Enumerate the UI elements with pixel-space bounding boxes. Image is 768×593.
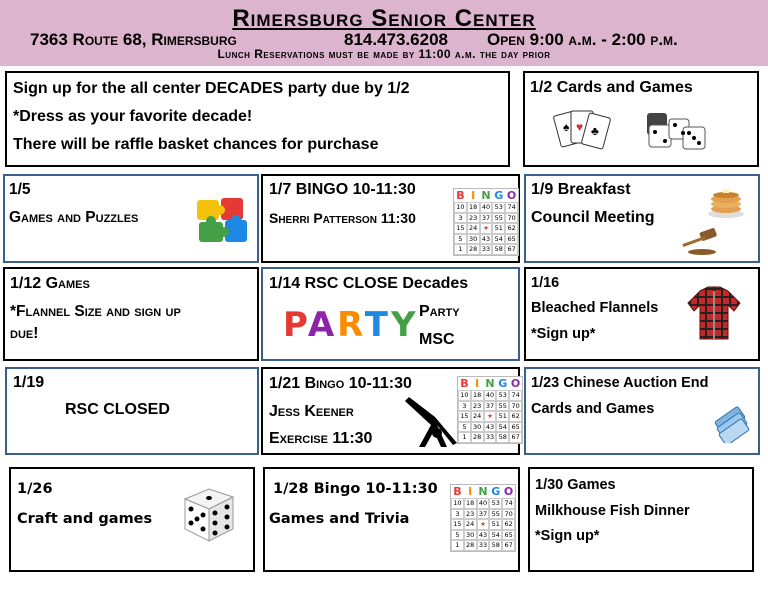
bingo-number: 3 (451, 509, 464, 520)
event-jan16-line2: *Sign up* (531, 326, 596, 342)
party-letter: Y (391, 305, 419, 345)
bingo-number: 62 (509, 411, 522, 422)
bingo-card-icon (450, 484, 516, 552)
event-jan23-title: 1/23 Chinese Auction End (531, 375, 709, 391)
party-art-icon (283, 305, 419, 345)
event-jan28-line1: Games and Trivia (269, 511, 410, 527)
event-jan19 (5, 367, 259, 455)
exercise-figure-icon (401, 395, 459, 451)
bingo-number: 1 (454, 244, 467, 255)
event-jan28 (263, 467, 520, 572)
bingo-letter: I (475, 377, 480, 390)
event-jan5-line1: Games and Puzzles (9, 209, 139, 226)
bingo-number: 24 (471, 411, 484, 422)
bingo-number: 10 (451, 498, 464, 509)
bingo-number: 3 (454, 213, 467, 224)
dice-icon (645, 109, 709, 153)
event-jan26 (9, 467, 255, 572)
bingo-number: 67 (502, 540, 515, 551)
announcement-line3: There will be raffle basket chances for purchase (13, 136, 379, 153)
event-jan21-line1: Jess Keener (269, 403, 354, 420)
bingo-letter: B (456, 189, 465, 202)
event-jan12-line2: due! (10, 325, 39, 342)
bingo-number: 74 (505, 202, 518, 213)
bingo-number: 70 (502, 509, 515, 520)
event-jan14-title: 1/14 RSC CLOSE Decades (269, 275, 469, 292)
bingo-number: 40 (480, 202, 493, 213)
event-jan5-date: 1/5 (9, 181, 31, 198)
bingo-number: 33 (484, 432, 497, 443)
event-jan2 (523, 71, 759, 167)
party-letter: R (337, 305, 365, 345)
event-jan7 (261, 174, 520, 263)
announcement-line1: Sign up for the all center DECADES party due by 1/2 (13, 80, 410, 97)
event-jan9 (524, 174, 760, 263)
event-jan28-title: 1/28 Bingo 10-11:30 (273, 481, 438, 497)
event-jan7-title: 1/7 BINGO 10-11:30 (269, 181, 416, 198)
event-jan26-line1: Craft and games (17, 511, 153, 527)
bingo-number: 40 (477, 498, 490, 509)
gavel-icon (676, 226, 724, 256)
bingo-number: 54 (496, 422, 509, 433)
bingo-number: 28 (464, 540, 477, 551)
bingo-number: 18 (467, 202, 480, 213)
bingo-letter: N (481, 189, 491, 202)
bingo-number: 28 (471, 432, 484, 443)
event-jan21-line2: Exercise 11:30 (269, 430, 373, 447)
event-jan21 (261, 367, 520, 455)
event-jan16-date: 1/16 (531, 275, 560, 291)
bingo-letter: B (453, 485, 462, 498)
bingo-number: 54 (492, 234, 505, 245)
bingo-number: 23 (471, 401, 484, 412)
bingo-number: 18 (464, 498, 477, 509)
bingo-number: 1 (451, 540, 464, 551)
bingo-number: 37 (484, 401, 497, 412)
center-address: 7363 Route 68, Rimersburg (30, 30, 237, 49)
bingo-letter: I (471, 189, 476, 202)
bingo-number: 58 (492, 244, 505, 255)
bingo-number: 55 (496, 401, 509, 412)
event-jan16 (524, 267, 760, 361)
bingo-number: 30 (467, 234, 480, 245)
event-jan12-title: 1/12 Games (10, 275, 90, 292)
bingo-letter: G (494, 189, 504, 202)
event-jan23 (524, 367, 760, 455)
flannel-shirt-icon (686, 285, 742, 341)
bingo-number: 74 (509, 390, 522, 401)
bingo-number: 37 (477, 509, 490, 520)
event-jan5 (3, 174, 259, 263)
bingo-letter: O (510, 377, 521, 390)
center-title: Rimersburg Senior Center (232, 5, 536, 32)
bingo-letter: N (485, 377, 495, 390)
bingo-number: 37 (480, 213, 493, 224)
event-jan19-date: 1/19 (13, 374, 45, 391)
bingo-number: 5 (454, 234, 467, 245)
bingo-number: 65 (505, 234, 518, 245)
bingo-number: 54 (489, 530, 502, 541)
bingo-number: 65 (502, 530, 515, 541)
center-hours: Open 9:00 a.m. - 2:00 p.m. (487, 30, 678, 49)
puzzle-pieces-icon (191, 194, 253, 246)
bingo-number: 58 (489, 540, 502, 551)
event-jan30-line2: *Sign up* (535, 528, 600, 544)
pancakes-icon (706, 180, 746, 220)
bingo-letter: B (460, 377, 469, 390)
bingo-number: 51 (496, 411, 509, 422)
bingo-number: 30 (471, 422, 484, 433)
bingo-number: 51 (492, 223, 505, 234)
bingo-number: 18 (471, 390, 484, 401)
event-jan12 (3, 267, 259, 361)
announcement-line2: *Dress as your favorite decade! (13, 108, 253, 125)
event-jan19-line1: RSC CLOSED (65, 401, 170, 418)
bingo-number: 30 (464, 530, 477, 541)
bingo-number: ★ (477, 519, 490, 530)
bingo-number: 53 (496, 390, 509, 401)
bingo-number: 70 (509, 401, 522, 412)
event-jan9-title: 1/9 Breakfast (531, 181, 631, 198)
event-jan14-line2: MSC (419, 331, 455, 348)
bingo-number: 43 (480, 234, 493, 245)
bingo-letter: I (468, 485, 473, 498)
decades-announcement-box (5, 71, 510, 167)
bingo-number: 53 (489, 498, 502, 509)
bingo-number: 43 (477, 530, 490, 541)
bingo-number: 10 (458, 390, 471, 401)
lunch-note: Lunch Reservations must be made by 11:00 a.m. the day prior (217, 47, 551, 61)
bingo-letter: G (491, 485, 501, 498)
bingo-number: 15 (458, 411, 471, 422)
event-jan30-title: 1/30 Games (535, 477, 616, 493)
bingo-number: 5 (451, 530, 464, 541)
bingo-number: 55 (492, 213, 505, 224)
party-letter: P (283, 305, 308, 345)
party-letter: T (364, 305, 391, 345)
bingo-letter: N (478, 485, 488, 498)
bingo-number: 65 (509, 422, 522, 433)
bingo-number: 3 (458, 401, 471, 412)
bingo-number: 24 (467, 223, 480, 234)
bingo-number: ★ (484, 411, 497, 422)
header-banner (0, 0, 768, 66)
bingo-number: 55 (489, 509, 502, 520)
event-jan21-title: 1/21 Bingo 10-11:30 (269, 375, 412, 392)
bingo-number: 23 (464, 509, 477, 520)
event-jan30-line1: Milkhouse Fish Dinner (535, 503, 690, 519)
bingo-number: 1 (458, 432, 471, 443)
dice-icon (175, 483, 239, 545)
bingo-number: 62 (505, 223, 518, 234)
bingo-number: 10 (454, 202, 467, 213)
bingo-number: 33 (477, 540, 490, 551)
bingo-number: 15 (454, 223, 467, 234)
event-jan23-line1: Cards and Games (531, 401, 655, 417)
bingo-number: 40 (484, 390, 497, 401)
event-jan2-title: 1/2 Cards and Games (530, 79, 693, 96)
bingo-number: 15 (451, 519, 464, 530)
bingo-number: 5 (458, 422, 471, 433)
event-jan7-line1: Sherri Patterson 11:30 (269, 210, 416, 226)
bingo-letter: G (498, 377, 508, 390)
playing-cards-icon (553, 105, 613, 157)
bingo-number: 23 (467, 213, 480, 224)
bingo-number: 70 (505, 213, 518, 224)
event-jan9-line1: Council Meeting (531, 209, 655, 226)
bingo-number: 43 (484, 422, 497, 433)
party-letter: A (307, 305, 338, 345)
bingo-number: 24 (464, 519, 477, 530)
center-phone: 814.473.6208 (344, 30, 448, 49)
event-jan14-line1: Party (419, 303, 460, 320)
bingo-number: 28 (467, 244, 480, 255)
bingo-number: 58 (496, 432, 509, 443)
raffle-tickets-icon (712, 399, 752, 443)
bingo-letter: O (503, 485, 514, 498)
bingo-number: 67 (505, 244, 518, 255)
svg-text:♠: ♠ (563, 120, 570, 134)
event-jan16-line1: Bleached Flannels (531, 300, 659, 316)
bingo-number: 53 (492, 202, 505, 213)
bingo-card-icon (453, 188, 519, 256)
bingo-number: 62 (502, 519, 515, 530)
svg-text:♥: ♥ (576, 120, 584, 134)
bingo-number: 74 (502, 498, 515, 509)
bingo-number: 33 (480, 244, 493, 255)
bingo-card-icon (457, 376, 523, 444)
bingo-number: ★ (480, 223, 493, 234)
event-jan30 (528, 467, 754, 572)
event-jan14 (261, 267, 520, 361)
bingo-number: 67 (509, 432, 522, 443)
bingo-letter: O (506, 189, 517, 202)
svg-text:♣: ♣ (591, 124, 599, 138)
bingo-number: 51 (489, 519, 502, 530)
event-jan12-line1: *Flannel Size and sign up (10, 303, 181, 320)
event-jan26-date: 1/26 (17, 481, 53, 497)
